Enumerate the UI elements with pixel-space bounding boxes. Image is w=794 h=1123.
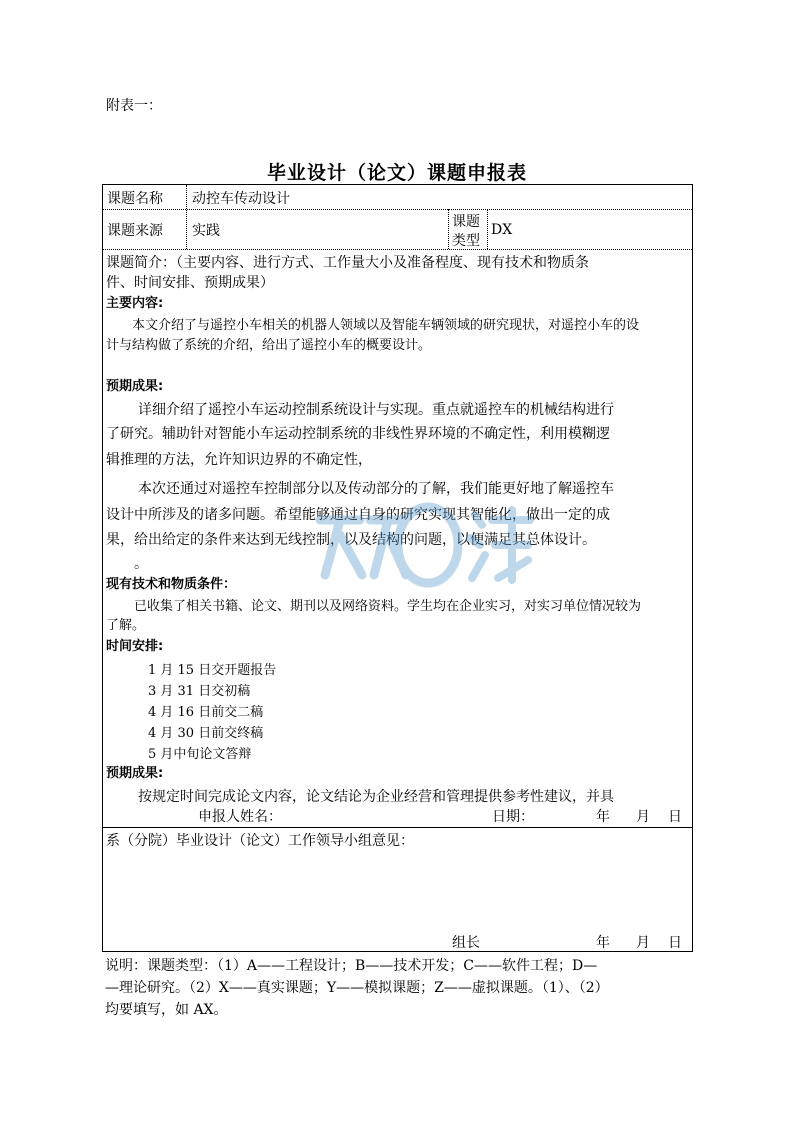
date-day: 日 — [668, 809, 682, 825]
date-month: 月 — [636, 809, 650, 825]
topic-type-label: 课题 — [452, 214, 480, 230]
intro-header: 件、时间安排、预期成果） — [106, 275, 274, 291]
note-line: 均要填写，如 AX。 — [105, 1002, 228, 1018]
note-line: 说明：课题类型：（1）A——工程设计；B——技术开发；C——软件工程；D— — [105, 958, 598, 974]
schedule-item: 4 月 16 日前交二稿 — [148, 705, 264, 720]
appendix-label: 附表一： — [106, 98, 162, 114]
form-title: 毕业设计（论文）课题申报表 — [266, 162, 527, 184]
row-divider — [103, 249, 692, 250]
expected-results-text: 辑推理的方法，允许知识边界的不确定性， — [106, 452, 372, 468]
topic-type-label: 类型 — [452, 233, 480, 249]
watermark-logo — [300, 490, 540, 600]
schedule-item: 1 月 15 日交开题报告 — [148, 663, 277, 678]
expected-results-title: 预期成果: — [106, 766, 164, 781]
expected-results-text: 果，给出给定的条件来达到无线控制，以及结构的问题，以便满足其总体设计。 — [106, 532, 596, 548]
main-content-text: 本文介绍了与遥控小车相关的机器人领域以及智能车辆领域的研究现状，对遥控小车的设 — [132, 318, 640, 333]
opinion-year: 年 — [596, 935, 610, 951]
date-label: 日期： — [492, 809, 534, 825]
opinion-month: 月 — [636, 935, 650, 951]
expected-results-final: 按规定时间完成论文内容，论文结论为企业经营和管理提供参考性建议，并具 — [138, 789, 614, 805]
existing-tech-title: 现有技术和物质条件： — [106, 577, 237, 592]
date-year: 年 — [596, 809, 610, 825]
schedule-item: 3 月 31 日交初稿 — [148, 684, 251, 699]
schedule-item: 4 月 30 日前交终稿 — [148, 726, 264, 741]
expected-results-text: 详细介绍了遥控小车运动控制系统设计与实现。重点就遥控车的机械结构进行 — [138, 402, 614, 418]
existing-tech-text: 了解。 — [106, 618, 146, 633]
schedule-item: 5 月中旬论文答辩 — [148, 747, 252, 762]
note — [105, 955, 695, 1021]
expected-results-text: 了研究。辅助针对智能小车运动控制系统的非线性界环境的不确定性，利用模糊逻 — [106, 426, 610, 442]
opinion-label: 系（分院）毕业设计（论文）工作领导小组意见： — [106, 833, 414, 849]
expected-results-text: 设计中所涉及的诸多问题。希望能够通过自身的研究实现其智能化，做出一定的成 — [106, 507, 610, 523]
col-divider — [186, 185, 187, 249]
topic-source-label: 课题来源 — [107, 223, 163, 239]
row-divider — [103, 827, 692, 828]
topic-name-value: 动控车传动设计 — [192, 191, 290, 207]
main-content-title: 主要内容: — [106, 296, 164, 311]
topic-type-value: DX — [491, 222, 513, 238]
expected-results-text: 本次还通过对遥控车控制部分以及传动部分的了解，我们能更好地了解遥控车 — [138, 481, 614, 497]
row-divider — [103, 209, 692, 210]
col-divider — [487, 209, 488, 249]
stray-mark: 。 — [134, 556, 148, 572]
main-content-text: 计与结构做了系统的介绍，给出了遥控小车的概要设计。 — [106, 338, 432, 353]
note-line: —理论研究。（2）X——真实课题；Y——模拟课题；Z——虚拟课题。（1）、（2） — [105, 980, 609, 996]
expected-results-title: 预期成果: — [106, 379, 164, 394]
col-divider — [448, 209, 449, 249]
schedule-title: 时间安排: — [106, 639, 164, 654]
intro-header: 课题简介：（主要内容、进行方式、工作量大小及准备程度、现有技术和物质条 — [106, 255, 589, 271]
existing-tech-text: 已收集了相关书籍、论文、期刊以及网络资料。学生均在企业实习，对实习单位情况较为 — [134, 599, 642, 614]
topic-source-value: 实践 — [192, 223, 220, 239]
applicant-name-label: 申报人姓名： — [198, 809, 282, 825]
leader-label: 组长 — [452, 935, 480, 951]
opinion-day: 日 — [668, 935, 682, 951]
topic-name-label: 课题名称 — [107, 191, 163, 207]
